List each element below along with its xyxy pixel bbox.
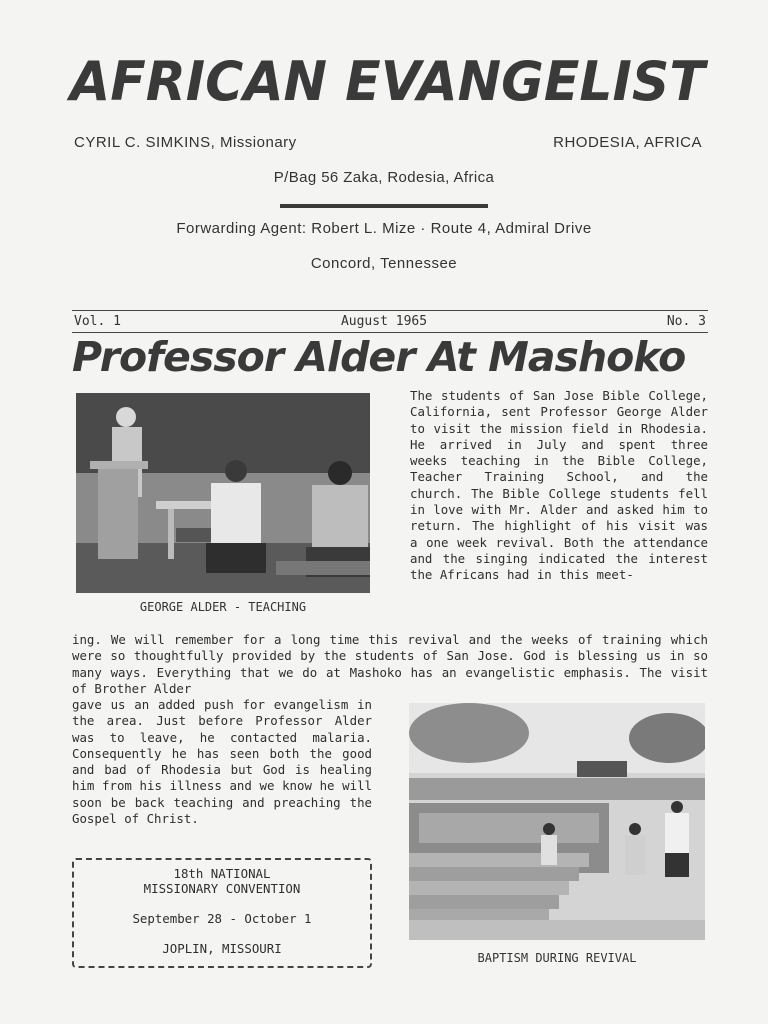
- masthead-title: AFRICAN EVANGELIST: [70, 50, 705, 114]
- agent-city: Concord, Tennessee: [310, 255, 458, 272]
- convention-line2: MISSIONARY CONVENTION: [143, 881, 301, 896]
- article-right-column: [410, 388, 708, 584]
- masthead-rule: [280, 204, 488, 208]
- teaching-photo: [76, 393, 370, 593]
- convention-dates: September 28 - October 1: [132, 911, 312, 926]
- issue-top-rule: [72, 310, 708, 311]
- teaching-photo-image: [76, 393, 370, 593]
- issue-number: No. 3: [666, 314, 706, 329]
- convention-notice: [72, 858, 372, 968]
- article-full-width: [72, 632, 708, 697]
- article-left-column: [72, 697, 372, 827]
- article-paragraph-left: gave us an added push for evangelism in the area. Just before Professor Alder was to leave, he contacted malaria. Consequently he has seen both the good and bad of Rhodesia but God is healing him from his illness and we know he will soon be back teaching and preaching the Gospel of Christ.: [72, 697, 372, 827]
- issue-volume: Vol. 1: [74, 314, 121, 329]
- convention-place: JOPLIN, MISSOURI: [162, 941, 282, 956]
- baptism-caption: BAPTISM DURING REVIVAL: [477, 951, 637, 965]
- article-headline: Professor Alder At Mashoko: [72, 333, 686, 381]
- forwarding-agent: Forwarding Agent: Robert L. Mize · Route 4, Admiral Drive: [176, 220, 592, 237]
- article-paragraph-full: ing. We will remember for a long time this revival and the weeks of training which were so thoughtfully provided by the students of San Jose. God is blessing us in so many ways. Everything that we do at Mashoko has an evangelistic emphasis. The visit of Brother Alder: [72, 632, 708, 696]
- convention-line1: 18th NATIONAL: [173, 866, 271, 881]
- baptism-photo-image: [409, 703, 705, 940]
- teaching-caption: GEORGE ALDER - TEACHING: [139, 600, 307, 614]
- issue-date: August 1965: [340, 314, 428, 329]
- baptism-photo: [409, 703, 705, 940]
- postal-address: P/Bag 56 Zaka, Rodesia, Africa: [273, 169, 495, 186]
- mission-location: RHODESIA, AFRICA: [553, 134, 702, 151]
- missionary-name: CYRIL C. SIMKINS, Missionary: [74, 134, 297, 151]
- article-paragraph-right: The students of San Jose Bible College, California, sent Professor George Alder to visit the mission field in Rhodesia. He arrived in July and spent three weeks teaching in the Bible College, Teacher Training School, and the church. The Bible College students fell in love with Mr. Alder and asked him to return. The highlight of his visit was a one week revival. Both the attendance and the singing indicated the interest the Africans had in this meet-: [410, 388, 708, 583]
